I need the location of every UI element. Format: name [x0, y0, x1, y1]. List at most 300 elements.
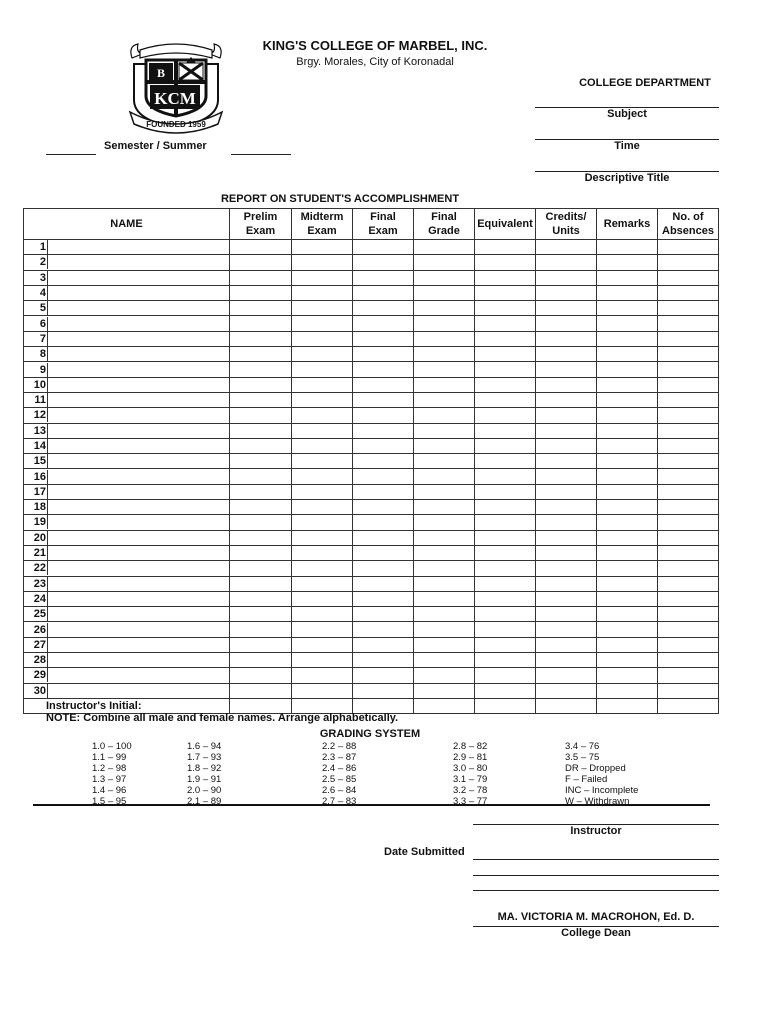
prelim-cell[interactable]: [230, 576, 292, 591]
remarks-cell[interactable]: [597, 377, 658, 392]
final-cell[interactable]: [353, 545, 414, 560]
remarks-cell[interactable]: [597, 637, 658, 652]
prelim-cell[interactable]: [230, 622, 292, 637]
remarks-cell[interactable]: [597, 240, 658, 255]
midterm-cell[interactable]: [292, 377, 353, 392]
final-cell[interactable]: [353, 484, 414, 499]
equivalent-cell[interactable]: [475, 683, 536, 698]
remarks-cell[interactable]: [597, 484, 658, 499]
equivalent-cell[interactable]: [475, 622, 536, 637]
credits-cell[interactable]: [536, 255, 597, 270]
final-cell[interactable]: [353, 637, 414, 652]
prelim-cell[interactable]: [230, 347, 292, 362]
prelim-cell[interactable]: [230, 668, 292, 683]
remarks-cell[interactable]: [597, 347, 658, 362]
row-number: 15: [24, 454, 48, 468]
midterm-cell[interactable]: [292, 545, 353, 560]
absences-cell[interactable]: [658, 454, 719, 469]
equivalent-cell[interactable]: [475, 576, 536, 591]
midterm-cell[interactable]: [292, 484, 353, 499]
date-submitted-label: Date Submitted: [384, 846, 465, 858]
equivalent-cell[interactable]: [475, 408, 536, 423]
prelim-cell[interactable]: [230, 561, 292, 576]
equivalent-cell[interactable]: [475, 484, 536, 499]
final-cell[interactable]: [353, 683, 414, 698]
absences-cell[interactable]: [658, 653, 719, 668]
school-address: Brgy. Morales, City of Koronadal: [296, 56, 454, 68]
remarks-cell[interactable]: [597, 500, 658, 515]
absences-cell[interactable]: [658, 637, 719, 652]
credits-cell[interactable]: [536, 454, 597, 469]
midterm-cell[interactable]: [292, 561, 353, 576]
prelim-cell[interactable]: [230, 301, 292, 316]
final-cell[interactable]: [353, 316, 414, 331]
final-grade-cell[interactable]: [414, 331, 475, 346]
final-cell[interactable]: [353, 392, 414, 407]
remarks-cell[interactable]: [597, 653, 658, 668]
equivalent-cell[interactable]: [475, 469, 536, 484]
grade-scale-item: 1.2 – 98: [92, 763, 127, 774]
final-cell[interactable]: [353, 454, 414, 469]
credits-cell[interactable]: [536, 316, 597, 331]
absences-cell[interactable]: [658, 515, 719, 530]
equivalent-cell[interactable]: [475, 347, 536, 362]
final-grade-cell[interactable]: [414, 668, 475, 683]
descriptive-title-label: Descriptive Title: [584, 172, 670, 184]
row-number-cell: [24, 591, 230, 606]
equivalent-cell[interactable]: [475, 438, 536, 453]
table-row: [24, 454, 719, 469]
credits-cell[interactable]: [536, 301, 597, 316]
credits-cell[interactable]: [536, 423, 597, 438]
absences-cell[interactable]: [658, 270, 719, 285]
prelim-cell[interactable]: [230, 438, 292, 453]
prelim-cell[interactable]: [230, 240, 292, 255]
grade-scale-item: 3.2 – 78: [453, 785, 488, 796]
final-cell[interactable]: [353, 591, 414, 606]
credits-cell[interactable]: [536, 285, 597, 300]
table-row: [24, 362, 719, 377]
col-final-grade: Final Grade: [414, 209, 475, 240]
prelim-cell[interactable]: [230, 515, 292, 530]
equivalent-cell[interactable]: [475, 515, 536, 530]
remarks-cell[interactable]: [597, 515, 658, 530]
final-grade-cell[interactable]: [414, 683, 475, 698]
equivalent-cell[interactable]: [475, 270, 536, 285]
remarks-cell[interactable]: [597, 622, 658, 637]
midterm-cell[interactable]: [292, 301, 353, 316]
row-number: 28: [24, 653, 48, 667]
absences-cell[interactable]: [658, 469, 719, 484]
absences-cell[interactable]: [658, 362, 719, 377]
prelim-cell[interactable]: [230, 607, 292, 622]
remarks-cell[interactable]: [597, 591, 658, 606]
equivalent-cell[interactable]: [475, 316, 536, 331]
initial-cell[interactable]: [658, 698, 719, 713]
absences-cell[interactable]: [658, 240, 719, 255]
row-number-cell: [24, 377, 230, 392]
credits-cell[interactable]: [536, 561, 597, 576]
prelim-cell[interactable]: [230, 316, 292, 331]
equivalent-cell[interactable]: [475, 362, 536, 377]
table-row: [24, 316, 719, 331]
final-cell[interactable]: [353, 362, 414, 377]
row-number-cell: [24, 362, 230, 377]
final-grade-cell[interactable]: [414, 316, 475, 331]
equivalent-cell[interactable]: [475, 240, 536, 255]
credits-cell[interactable]: [536, 240, 597, 255]
absences-cell[interactable]: [658, 392, 719, 407]
midterm-cell[interactable]: [292, 454, 353, 469]
prelim-cell[interactable]: [230, 500, 292, 515]
final-grade-cell[interactable]: [414, 484, 475, 499]
credits-cell[interactable]: [536, 515, 597, 530]
midterm-cell[interactable]: [292, 637, 353, 652]
table-row: [24, 500, 719, 515]
remarks-cell[interactable]: [597, 683, 658, 698]
final-cell[interactable]: [353, 668, 414, 683]
absences-cell[interactable]: [658, 423, 719, 438]
final-grade-cell[interactable]: [414, 637, 475, 652]
final-grade-cell[interactable]: [414, 347, 475, 362]
table-row: [24, 392, 719, 407]
final-grade-cell[interactable]: [414, 591, 475, 606]
midterm-cell[interactable]: [292, 607, 353, 622]
absences-cell[interactable]: [658, 377, 719, 392]
final-cell[interactable]: [353, 469, 414, 484]
final-cell[interactable]: [353, 331, 414, 346]
final-cell[interactable]: [353, 347, 414, 362]
credits-cell[interactable]: [536, 637, 597, 652]
absences-cell[interactable]: [658, 530, 719, 545]
table-row: [24, 408, 719, 423]
row-number: 21: [24, 546, 48, 560]
prelim-cell[interactable]: [230, 591, 292, 606]
row-number-cell: [24, 561, 230, 576]
absences-cell[interactable]: [658, 484, 719, 499]
midterm-cell[interactable]: [292, 622, 353, 637]
remarks-cell[interactable]: [597, 561, 658, 576]
absences-cell[interactable]: [658, 545, 719, 560]
remarks-cell[interactable]: [597, 331, 658, 346]
credits-cell[interactable]: [536, 347, 597, 362]
final-cell[interactable]: [353, 270, 414, 285]
remarks-cell[interactable]: [597, 668, 658, 683]
grade-scale-item: 2.7 – 83: [322, 796, 357, 807]
col-prelim-exam: Prelim Exam: [230, 209, 292, 240]
row-number-cell: [24, 316, 230, 331]
remarks-cell[interactable]: [597, 392, 658, 407]
remarks-cell[interactable]: [597, 607, 658, 622]
midterm-cell[interactable]: [292, 392, 353, 407]
final-grade-cell[interactable]: [414, 515, 475, 530]
credits-cell[interactable]: [536, 591, 597, 606]
midterm-cell[interactable]: [292, 240, 353, 255]
final-grade-cell[interactable]: [414, 438, 475, 453]
prelim-cell[interactable]: [230, 637, 292, 652]
col-name: NAME: [24, 209, 230, 240]
prelim-cell[interactable]: [230, 423, 292, 438]
final-cell[interactable]: [353, 622, 414, 637]
absences-cell[interactable]: [658, 285, 719, 300]
row-number-cell: [24, 301, 230, 316]
equivalent-cell[interactable]: [475, 301, 536, 316]
grading-col-1: [92, 741, 132, 807]
midterm-cell[interactable]: [292, 331, 353, 346]
remarks-cell[interactable]: [597, 438, 658, 453]
final-cell[interactable]: [353, 301, 414, 316]
final-grade-cell[interactable]: [414, 576, 475, 591]
final-grade-cell[interactable]: [414, 500, 475, 515]
absences-cell[interactable]: [658, 683, 719, 698]
credits-cell[interactable]: [536, 469, 597, 484]
initial-cell[interactable]: [414, 698, 475, 713]
final-grade-cell[interactable]: [414, 270, 475, 285]
school-name: KING'S COLLEGE OF MARBEL, INC.: [262, 38, 488, 53]
final-grade-cell[interactable]: [414, 408, 475, 423]
final-grade-cell[interactable]: [414, 392, 475, 407]
remarks-cell[interactable]: [597, 255, 658, 270]
semester-line[interactable]: [46, 154, 96, 155]
initial-cell[interactable]: [536, 698, 597, 713]
blank-line[interactable]: [473, 875, 719, 876]
final-grade-cell[interactable]: [414, 653, 475, 668]
grade-scale-item: 1.0 – 100: [92, 741, 132, 752]
credits-cell[interactable]: [536, 653, 597, 668]
credits-cell[interactable]: [536, 576, 597, 591]
final-cell[interactable]: [353, 515, 414, 530]
final-grade-cell[interactable]: [414, 423, 475, 438]
credits-cell[interactable]: [536, 500, 597, 515]
midterm-cell[interactable]: [292, 515, 353, 530]
row-number-cell: [24, 607, 230, 622]
final-grade-cell[interactable]: [414, 561, 475, 576]
remarks-cell[interactable]: [597, 576, 658, 591]
credits-cell[interactable]: [536, 683, 597, 698]
row-number-cell: [24, 484, 230, 499]
equivalent-cell[interactable]: [475, 331, 536, 346]
final-grade-cell[interactable]: [414, 530, 475, 545]
credits-cell[interactable]: [536, 377, 597, 392]
absences-cell[interactable]: [658, 500, 719, 515]
absences-cell[interactable]: [658, 668, 719, 683]
row-number: 16: [24, 470, 48, 484]
prelim-cell[interactable]: [230, 484, 292, 499]
absences-cell[interactable]: [658, 408, 719, 423]
credits-cell[interactable]: [536, 392, 597, 407]
equivalent-cell[interactable]: [475, 392, 536, 407]
absences-cell[interactable]: [658, 591, 719, 606]
absences-cell[interactable]: [658, 316, 719, 331]
absences-cell[interactable]: [658, 347, 719, 362]
row-number-cell: [24, 392, 230, 407]
midterm-cell[interactable]: [292, 469, 353, 484]
row-number: 30: [24, 684, 48, 698]
section-divider: [33, 804, 710, 806]
date-submitted-line[interactable]: [473, 859, 719, 860]
grade-scale-item: DR – Dropped: [565, 763, 626, 774]
initial-cell[interactable]: [475, 698, 536, 713]
remarks-cell[interactable]: [597, 423, 658, 438]
credits-cell[interactable]: [536, 408, 597, 423]
absences-cell[interactable]: [658, 438, 719, 453]
final-cell[interactable]: [353, 377, 414, 392]
absences-cell[interactable]: [658, 622, 719, 637]
midterm-cell[interactable]: [292, 316, 353, 331]
blank-line[interactable]: [473, 890, 719, 891]
grade-table: [23, 208, 719, 714]
midterm-cell[interactable]: [292, 408, 353, 423]
absences-cell[interactable]: [658, 576, 719, 591]
remarks-cell[interactable]: [597, 285, 658, 300]
final-cell[interactable]: [353, 240, 414, 255]
equivalent-cell[interactable]: [475, 607, 536, 622]
row-number: 26: [24, 623, 48, 637]
remarks-cell[interactable]: [597, 362, 658, 377]
final-grade-cell[interactable]: [414, 285, 475, 300]
prelim-cell[interactable]: [230, 255, 292, 270]
midterm-cell[interactable]: [292, 255, 353, 270]
final-grade-cell[interactable]: [414, 607, 475, 622]
prelim-cell[interactable]: [230, 530, 292, 545]
credits-cell[interactable]: [536, 362, 597, 377]
prelim-cell[interactable]: [230, 683, 292, 698]
absences-cell[interactable]: [658, 255, 719, 270]
midterm-cell[interactable]: [292, 530, 353, 545]
final-grade-cell[interactable]: [414, 545, 475, 560]
absences-cell[interactable]: [658, 331, 719, 346]
col-final-exam: Final Exam: [353, 209, 414, 240]
equivalent-cell[interactable]: [475, 653, 536, 668]
remarks-cell[interactable]: [597, 270, 658, 285]
final-cell[interactable]: [353, 255, 414, 270]
midterm-cell[interactable]: [292, 576, 353, 591]
final-grade-cell[interactable]: [414, 240, 475, 255]
absences-cell[interactable]: [658, 607, 719, 622]
final-grade-cell[interactable]: [414, 362, 475, 377]
equivalent-cell[interactable]: [475, 454, 536, 469]
table-row: [24, 484, 719, 499]
remarks-cell[interactable]: [597, 316, 658, 331]
grade-scale-item: INC – Incomplete: [565, 785, 639, 796]
equivalent-cell[interactable]: [475, 530, 536, 545]
credits-cell[interactable]: [536, 545, 597, 560]
prelim-cell[interactable]: [230, 377, 292, 392]
year-line[interactable]: [231, 154, 291, 155]
prelim-cell[interactable]: [230, 653, 292, 668]
final-grade-cell[interactable]: [414, 377, 475, 392]
equivalent-cell[interactable]: [475, 423, 536, 438]
absences-cell[interactable]: [658, 561, 719, 576]
grade-scale-item: 3.1 – 79: [453, 774, 488, 785]
credits-cell[interactable]: [536, 530, 597, 545]
midterm-cell[interactable]: [292, 653, 353, 668]
final-cell[interactable]: [353, 438, 414, 453]
final-cell[interactable]: [353, 561, 414, 576]
equivalent-cell[interactable]: [475, 668, 536, 683]
midterm-cell[interactable]: [292, 423, 353, 438]
row-number: 1: [24, 240, 48, 254]
final-grade-cell[interactable]: [414, 301, 475, 316]
prelim-cell[interactable]: [230, 285, 292, 300]
prelim-cell[interactable]: [230, 270, 292, 285]
midterm-cell[interactable]: [292, 270, 353, 285]
row-number: 2: [24, 255, 48, 269]
prelim-cell[interactable]: [230, 331, 292, 346]
final-cell[interactable]: [353, 576, 414, 591]
final-grade-cell[interactable]: [414, 622, 475, 637]
remarks-cell[interactable]: [597, 530, 658, 545]
equivalent-cell[interactable]: [475, 255, 536, 270]
final-grade-cell[interactable]: [414, 469, 475, 484]
prelim-cell[interactable]: [230, 454, 292, 469]
col-equivalent: Equivalent: [475, 209, 536, 240]
final-cell[interactable]: [353, 285, 414, 300]
midterm-cell[interactable]: [292, 285, 353, 300]
midterm-cell[interactable]: [292, 347, 353, 362]
remarks-cell[interactable]: [597, 469, 658, 484]
grade-scale-item: 2.6 – 84: [322, 785, 357, 796]
equivalent-cell[interactable]: [475, 637, 536, 652]
prelim-cell[interactable]: [230, 469, 292, 484]
prelim-cell[interactable]: [230, 392, 292, 407]
equivalent-cell[interactable]: [475, 500, 536, 515]
credits-cell[interactable]: [536, 438, 597, 453]
remarks-cell[interactable]: [597, 301, 658, 316]
absences-cell[interactable]: [658, 301, 719, 316]
prelim-cell[interactable]: [230, 362, 292, 377]
credits-cell[interactable]: [536, 331, 597, 346]
final-grade-cell[interactable]: [414, 454, 475, 469]
final-grade-cell[interactable]: [414, 255, 475, 270]
credits-cell[interactable]: [536, 622, 597, 637]
remarks-cell[interactable]: [597, 545, 658, 560]
prelim-cell[interactable]: [230, 545, 292, 560]
credits-cell[interactable]: [536, 270, 597, 285]
midterm-cell[interactable]: [292, 668, 353, 683]
equivalent-cell[interactable]: [475, 545, 536, 560]
table-row: [24, 377, 719, 392]
midterm-cell[interactable]: [292, 438, 353, 453]
seal-founded-text: FOUNDED 1959: [146, 120, 206, 129]
table-row: [24, 438, 719, 453]
final-cell[interactable]: [353, 423, 414, 438]
final-cell[interactable]: [353, 530, 414, 545]
initial-cell[interactable]: [597, 698, 658, 713]
equivalent-cell[interactable]: [475, 561, 536, 576]
equivalent-cell[interactable]: [475, 377, 536, 392]
row-number: 10: [24, 378, 48, 392]
final-cell[interactable]: [353, 408, 414, 423]
midterm-cell[interactable]: [292, 500, 353, 515]
remarks-cell[interactable]: [597, 408, 658, 423]
midterm-cell[interactable]: [292, 362, 353, 377]
final-cell[interactable]: [353, 653, 414, 668]
final-cell[interactable]: [353, 607, 414, 622]
prelim-cell[interactable]: [230, 408, 292, 423]
remarks-cell[interactable]: [597, 454, 658, 469]
credits-cell[interactable]: [536, 607, 597, 622]
final-cell[interactable]: [353, 500, 414, 515]
credits-cell[interactable]: [536, 668, 597, 683]
midterm-cell[interactable]: [292, 591, 353, 606]
grading-col-3: [322, 741, 356, 807]
equivalent-cell[interactable]: [475, 591, 536, 606]
table-row: [24, 331, 719, 346]
equivalent-cell[interactable]: [475, 285, 536, 300]
midterm-cell[interactable]: [292, 683, 353, 698]
credits-cell[interactable]: [536, 484, 597, 499]
